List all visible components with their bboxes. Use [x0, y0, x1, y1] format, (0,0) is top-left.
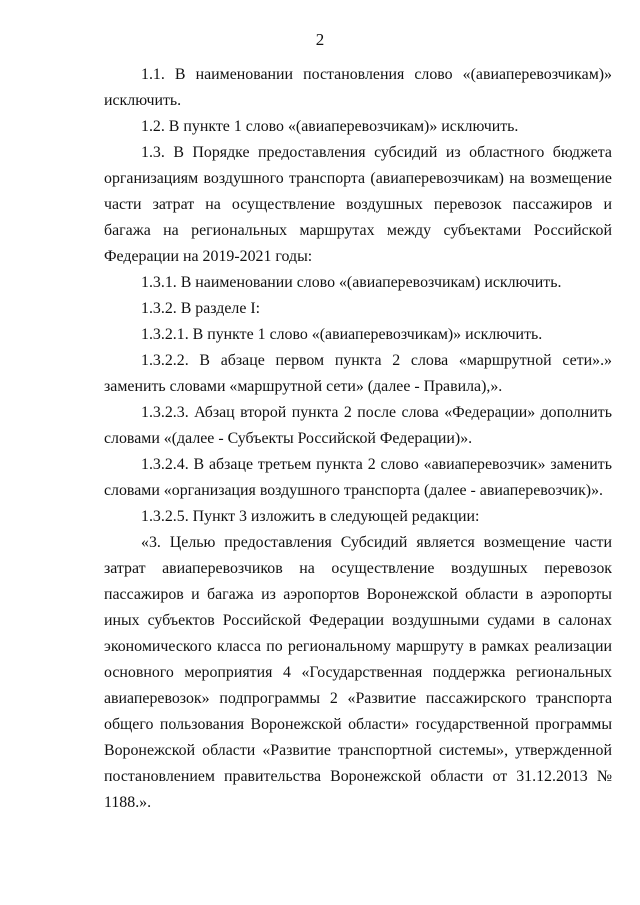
paragraph-1-3-2-1: 1.3.2.1. В пункте 1 слово «(авиаперевозчикам)» исключить.	[141, 326, 543, 343]
paragraph-1-3-2-3: 1.3.2.3. Абзац второй пункта 2 после слова «Федерации» дополнить словами «(далее - Субъекты Российской Федерации)».	[104, 404, 612, 447]
document-body	[104, 62, 612, 816]
paragraph-quoted-point-3: «3. Целью предоставления Субсидий является возмещение части затрат авиаперевозчиков на осуществление воздушных перевозок пассажиров и багажа из аэропортов Воронежской области в аэропорты иных субъектов Российской Федерации воздушными судами в салонах экономического класса по региональному маршруту в рамках реализации основного мероприятия 4 «Государственная поддержка региональных авиаперевозок» подпрограммы 2 «Развитие пассажирского транспорта общего пользования Воронежской области» государственной программы Воронежской области «Развитие транспортной системы», утвержденной постановлением правительства Воронежской области от 31.12.2013 № 1188.».	[104, 534, 612, 811]
paragraph-1-3-2: 1.3.2. В разделе I:	[141, 300, 261, 317]
paragraph-1-3-2-4: 1.3.2.4. В абзаце третьем пункта 2 слово «авиаперевозчик» заменить словами «организация воздушного транспорта (далее - авиаперевозчик)».	[104, 456, 612, 499]
page-number: 2	[315, 30, 325, 49]
paragraph-1-3: 1.3. В Порядке предоставления субсидий из областного бюджета организациям воздушного транспорта (авиаперевозчикам) на возмещение части затрат на осуществление воздушных перевозок пассажиров и багажа на региональных маршрутах между субъектами Российской Федерации на 2019-2021 годы:	[104, 144, 612, 265]
paragraph-1-3-2-2: 1.3.2.2. В абзаце первом пункта 2 слова «маршрутной сети».» заменить словами «маршрутной сети» (далее - Правила),».	[104, 352, 612, 395]
paragraph-1-2: 1.2. В пункте 1 слово «(авиаперевозчикам)» исключить.	[141, 118, 519, 135]
paragraph-1-1: 1.1. В наименовании постановления слово «(авиаперевозчикам)» исключить.	[104, 66, 612, 109]
paragraph-1-3-1: 1.3.1. В наименовании слово «(авиаперевозчикам) исключить.	[141, 274, 562, 291]
paragraph-1-3-2-5: 1.3.2.5. Пункт 3 изложить в следующей редакции:	[141, 508, 480, 525]
